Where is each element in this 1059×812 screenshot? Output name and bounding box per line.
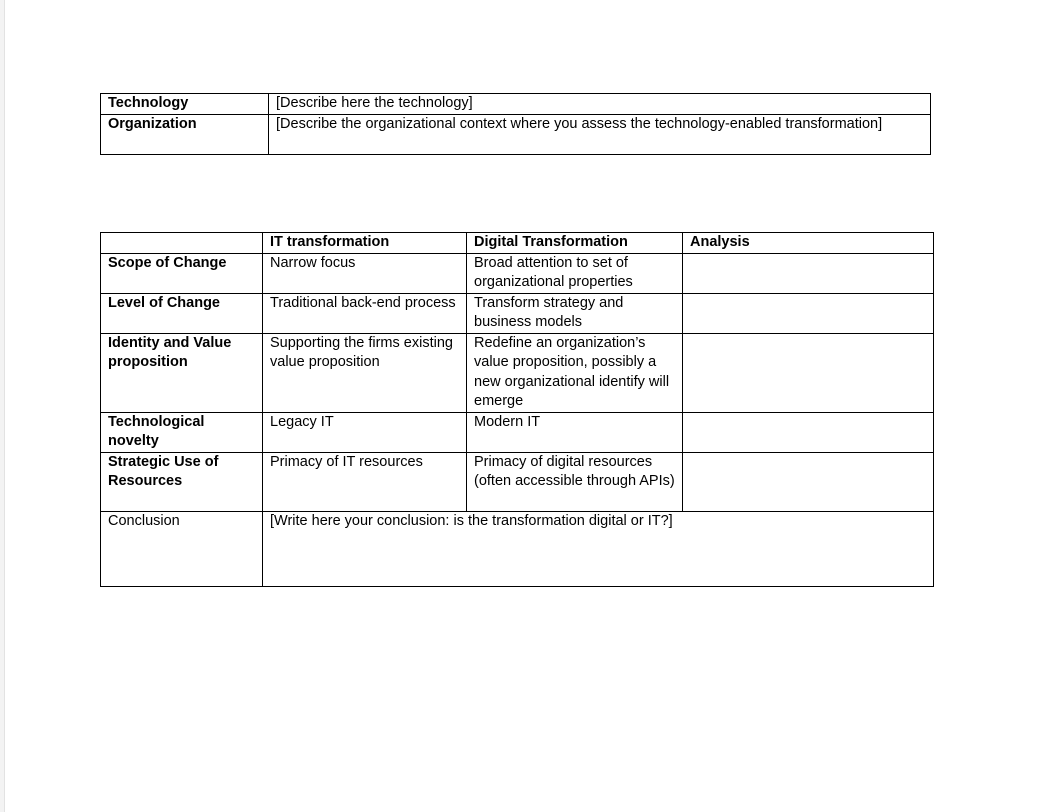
analysis-cell[interactable] [683,452,934,511]
organization-value[interactable]: [Describe the organizational context where you assess the technology-enabled transformation] [269,114,931,154]
table-row [101,452,934,511]
table-row [101,253,934,293]
it-cell[interactable]: Legacy IT [263,412,467,452]
row-label: Technological novelty [101,412,263,452]
it-cell[interactable]: Supporting the firms existing value proposition [263,333,467,412]
document-page [4,0,1059,812]
conclusion-value[interactable]: [Write here your conclusion: is the transformation digital or IT?] [263,511,934,586]
analysis-cell[interactable] [683,412,934,452]
digital-cell[interactable]: Modern IT [467,412,683,452]
organization-label: Organization [101,114,269,154]
technology-info-table [100,93,931,155]
digital-cell[interactable]: Transform strategy and business models [467,293,683,333]
header-analysis: Analysis [683,233,934,254]
table-row [101,94,931,115]
table-row [101,114,931,154]
table-row [101,293,934,333]
header-digital-transformation: Digital Transformation [467,233,683,254]
analysis-cell[interactable] [683,253,934,293]
row-label: Identity and Value proposition [101,333,263,412]
analysis-cell[interactable] [683,293,934,333]
row-label: Scope of Change [101,253,263,293]
conclusion-row [101,511,934,586]
it-cell[interactable]: Primacy of IT resources [263,452,467,511]
header-row [101,233,934,254]
technology-label: Technology [101,94,269,115]
it-cell[interactable]: Narrow focus [263,253,467,293]
transformation-comparison-table [100,232,934,587]
it-cell[interactable]: Traditional back-end process [263,293,467,333]
conclusion-label: Conclusion [101,511,263,586]
row-label: Level of Change [101,293,263,333]
digital-cell[interactable]: Redefine an organization’s value proposition, possibly a new organizational identify will emerge [467,333,683,412]
digital-cell[interactable]: Broad attention to set of organizational properties [467,253,683,293]
technology-value[interactable]: [Describe here the technology] [269,94,931,115]
analysis-cell[interactable] [683,333,934,412]
digital-cell[interactable]: Primacy of digital resources (often accessible through APIs) [467,452,683,511]
header-it-transformation: IT transformation [263,233,467,254]
table-row [101,412,934,452]
row-label: Strategic Use of Resources [101,452,263,511]
table-row [101,333,934,412]
header-cell-empty [101,233,263,254]
